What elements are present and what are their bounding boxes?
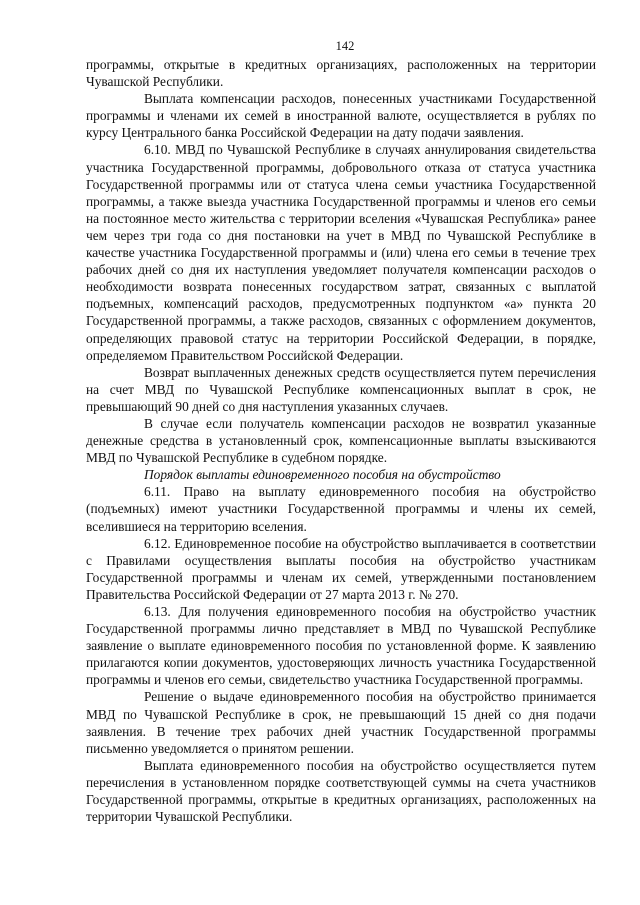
paragraph-6-13: 6.13. Для получения единовременного пособия на обустройство участник Государственной программы лично представляет в МВД по Чувашской Республике заявление о выплате единовременного пособия по установленной форме. К заявлению прилагаются копии документов, удостоверяющих личность участника Государственной программы и членов его семьи, свидетельство участника Государственной программы. bbox=[86, 604, 596, 688]
section-heading: Порядок выплаты единовременного пособия на обустройство bbox=[144, 467, 501, 483]
paragraph-6-12: 6.12. Единовременное пособие на обустройство выплачивается в соответствии с Правилами осуществления выплаты пособия на обустройство участникам Государственной программы и членам их семей, утвержденными постановлением Правительства Российской Федерации от 27 марта 2013 г. № 270. bbox=[86, 535, 596, 602]
paragraph-payment: Выплата единовременного пособия на обустройство осуществляется путем перечисления в установленном порядке соответствующей суммы на счета участников Государственной программы, открытые в кредитных организациях, расположенных на территории Чувашской Республики. bbox=[86, 757, 596, 825]
page-number: 142 bbox=[335, 39, 355, 53]
paragraph-court-recovery: В случае если получатель компенсации расходов не возвратил указанные денежные средства в установленный срок, компенсационные выплаты взыскиваются МВД по Чувашской Республике в судебном порядке. bbox=[86, 415, 596, 466]
paragraph-6-10: 6.10. МВД по Чувашской Республике в случаях аннулирования свидетельства участника Государственной программы, добровольного отказа от статуса участника Государственной программы или от статуса члена семьи участника Государственной программы, а также выезда участника Государственной программы и членов его семьи на постоянное место жительства с территории вселения «Чувашская Республика» ранее чем через три года со дня постановки на учет в МВД по Чувашской Республике в качестве участника Государственной программы и (или) члена его семьи в течение трех рабочих дней со дня их наступления уведомляет получателя компенсации расходов о необходимости возврата понесенных государством затрат, связанных с выплатой подъемных, компенсаций расходов, предусмотренных подпунктом «а» пункта 20 Государственной программы, а также расходов, связанных с оформлением документов, определяющих правовой статус на территории Российской Федерации, в порядке, определяемом Правительством Российской Федерации. bbox=[86, 142, 596, 363]
document-page bbox=[86, 38, 596, 825]
paragraph-6-11: 6.11. Право на выплату единовременного пособия на обустройство (подъемных) имеют участники Государственной программы и члены их семей, вселившиеся на территорию вселения. bbox=[86, 484, 596, 534]
paragraph-currency-compensation: Выплата компенсации расходов, понесенных участниками Государственной программы и членами их семей в иностранной валюте, осуществляется в рублях по курсу Центрального банка Российской Федерации на дату подачи заявления. bbox=[86, 91, 596, 141]
paragraph-refund: Возврат выплаченных денежных средств осуществляется путем перечисления на счет МВД по Чувашской Республике компенсационных выплат в срок, не превышающий 90 дней со дня наступления указанных случаев. bbox=[86, 364, 596, 414]
paragraph-continuation: программы, открытые в кредитных организациях, расположенных на территории Чувашской Республики. bbox=[86, 57, 596, 90]
paragraph-decision: Решение о выдаче единовременного пособия на обустройство принимается МВД по Чувашской Республике в срок, не превышающий 15 дней со дня подачи заявления. В течение трех рабочих дней участник Государственной программы письменно уведомляется о принятом решении. bbox=[86, 689, 596, 756]
